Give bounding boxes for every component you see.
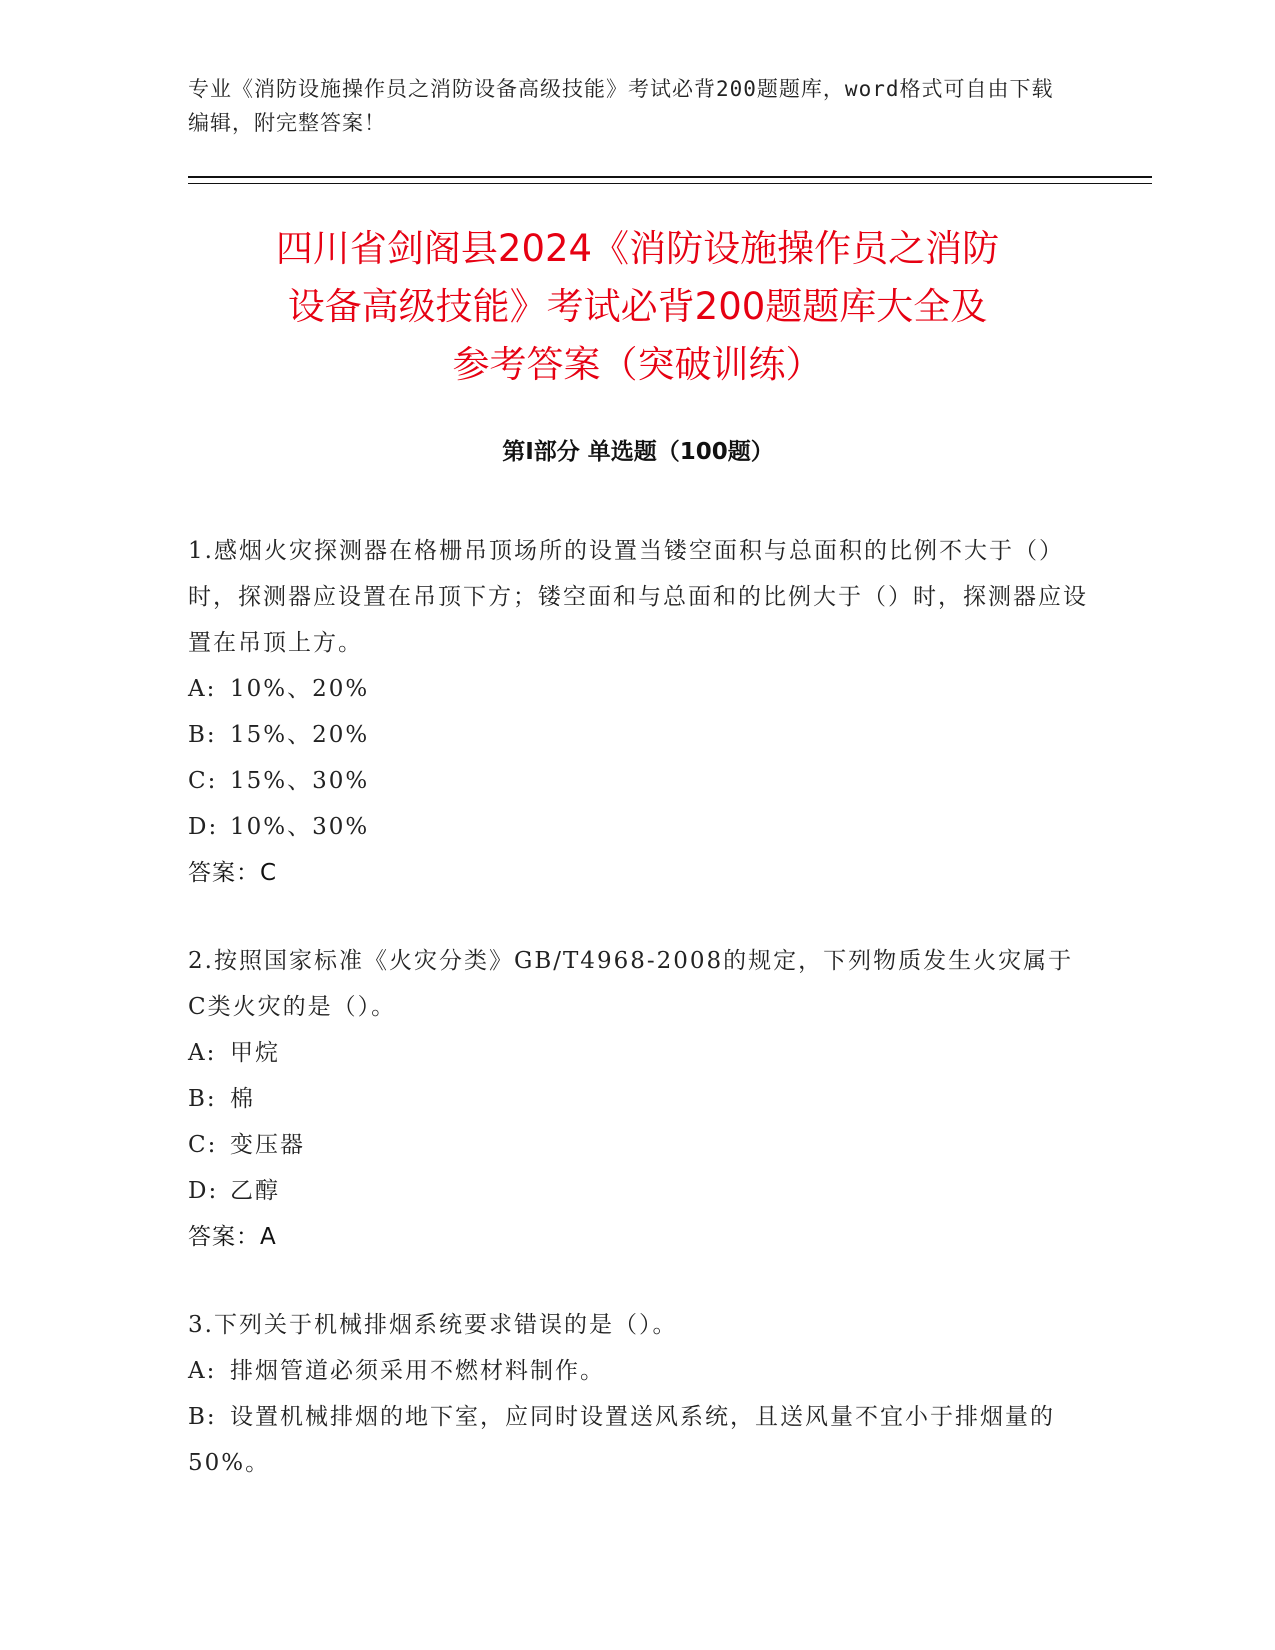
title-line-1: 四川省剑阁县2024《消防设施操作员之消防 (275, 227, 1000, 270)
answer: 答案：C (188, 860, 278, 886)
question-text: 2.按照国家标准《火灾分类》GB/T4968-2008的规定，下列物质发生火灾属于C类火灾的是（）。 (188, 948, 1074, 1020)
option-c: C: 15%、30% (188, 768, 370, 794)
question-text: 3.下列关于机械排烟系统要求错误的是（）。 (188, 1312, 678, 1338)
option-b: B: 棉 (188, 1086, 255, 1112)
option-d: D: 10%、30% (188, 814, 370, 840)
question-1 (188, 528, 1088, 896)
answer: 答案：A (188, 1224, 277, 1250)
title-line-2: 设备高级技能》考试必背200题题库大全及 (287, 285, 988, 328)
option-d: D: 乙醇 (188, 1178, 280, 1204)
option-c: C: 变压器 (188, 1132, 305, 1158)
title-line-3: 参考答案（突破训练） (452, 343, 823, 386)
option-a: A: 排烟管道必须采用不燃材料制作。 (188, 1358, 605, 1384)
header-rule-thin (188, 183, 1152, 184)
section-title: 第Ⅰ部分 单选题（100题） (502, 439, 774, 465)
option-b: B: 15%、20% (188, 722, 370, 748)
question-3 (188, 1302, 1088, 1486)
document-title (150, 220, 1125, 394)
question-text: 1.感烟火灾探测器在格栅吊顶场所的设置当镂空面积与总面积的比例不大于（）时，探测器应设置在吊顶下方；镂空面和与总面和的比例大于（）时，探测器应设置在吊顶上方。 (188, 538, 1088, 656)
option-b: B: 设置机械排烟的地下室，应同时设置送风系统，且送风量不宜小于排烟量的50%。 (188, 1404, 1055, 1476)
option-a: A: 10%、20% (188, 676, 370, 702)
option-a: A: 甲烷 (188, 1040, 280, 1066)
question-2 (188, 938, 1088, 1260)
question-list (188, 528, 1088, 1528)
header-note: 专业《消防设施操作员之消防设备高级技能》考试必背200题题库，word格式可自由下载编辑，附完整答案！ (188, 77, 1054, 135)
header-rule-thick (188, 176, 1152, 178)
